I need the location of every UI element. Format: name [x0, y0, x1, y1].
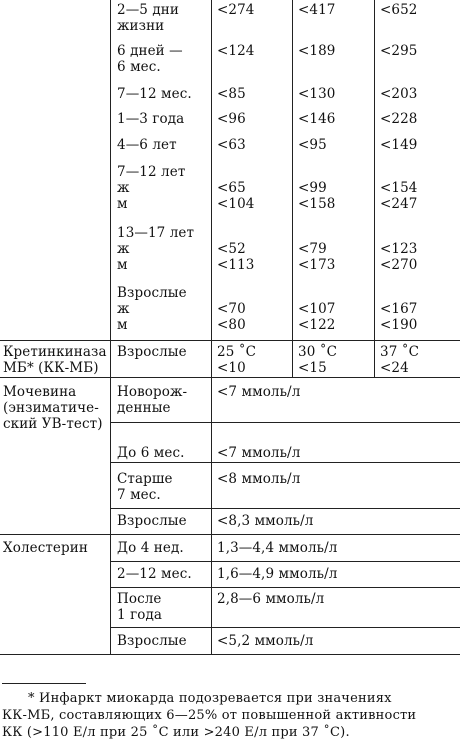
age-group-label: Старше — [117, 471, 173, 487]
value-cell: 2,8—6 ммоль/л — [217, 591, 325, 607]
value-cell: 30 ˚C — [298, 344, 338, 360]
table-rule — [110, 627, 460, 628]
value-cell: <52 — [217, 241, 246, 257]
value-cell: 25 ˚C — [217, 344, 257, 360]
table-rule — [110, 422, 460, 423]
age-group-label: ж — [117, 180, 130, 196]
analyte-name: МБ* (КК-МБ) — [3, 360, 99, 376]
age-group-label: жизни — [117, 18, 165, 34]
table-rule — [0, 534, 460, 535]
column-rule — [211, 0, 212, 654]
value-cell: <130 — [298, 86, 336, 102]
value-cell: <154 — [380, 180, 418, 196]
age-group-label: 7—12 лет — [117, 164, 186, 180]
column-rule — [110, 0, 111, 654]
table-rule — [110, 462, 460, 463]
value-cell: <167 — [380, 301, 418, 317]
value-cell: <65 — [217, 180, 246, 196]
age-group-label: 7 мес. — [117, 487, 161, 503]
value-cell: <10 — [217, 360, 246, 376]
age-group-label: денные — [117, 400, 171, 416]
age-group-label: 6 дней — — [117, 43, 183, 59]
age-group-label: 13—17 лет — [117, 225, 195, 241]
age-group-label: 2—12 мес. — [117, 566, 192, 582]
value-cell: <96 — [217, 111, 246, 127]
value-cell: <5,2 ммоль/л — [217, 633, 314, 649]
value-cell: <417 — [298, 2, 336, 18]
age-group-label: Взрослые — [117, 344, 187, 360]
value-cell: <189 — [298, 43, 336, 59]
value-cell: <107 — [298, 301, 336, 317]
footnote — [2, 690, 458, 741]
value-cell: <24 — [380, 360, 409, 376]
age-group-label: До 6 мес. — [117, 445, 185, 461]
age-group-label: Взрослые — [117, 633, 187, 649]
table-rule — [0, 340, 460, 341]
value-cell: <7 ммоль/л — [217, 445, 301, 461]
value-cell: <149 — [380, 137, 418, 153]
value-cell: <173 — [298, 257, 336, 273]
age-group-label: Взрослые — [117, 285, 187, 301]
value-cell: <113 — [217, 257, 255, 273]
value-cell: <122 — [298, 317, 336, 333]
footnote-line: * Инфаркт миокарда подозревается при значениях — [28, 691, 392, 706]
age-group-label: 1 года — [117, 607, 163, 623]
value-cell: <295 — [380, 43, 418, 59]
value-cell: <123 — [380, 241, 418, 257]
value-cell: <146 — [298, 111, 336, 127]
value-cell: <228 — [380, 111, 418, 127]
value-cell: <124 — [217, 43, 255, 59]
value-cell: <70 — [217, 301, 246, 317]
age-group-label: м — [117, 196, 128, 212]
table-rule — [110, 561, 460, 562]
footnote-rule — [2, 683, 86, 684]
analyte-name: Холестерин — [3, 540, 88, 556]
value-cell: 37 ˚C — [380, 344, 420, 360]
age-group-label: 2—5 дни — [117, 2, 179, 18]
value-cell: <652 — [380, 2, 418, 18]
value-cell: <79 — [298, 241, 327, 257]
value-cell: 1,6—4,9 ммоль/л — [217, 566, 338, 582]
age-group-label: 4—6 лет — [117, 137, 177, 153]
age-group-label: До 4 нед. — [117, 540, 184, 556]
value-cell: <63 — [217, 137, 246, 153]
footnote-line: КК-МБ, составляющих 6—25% от повышенной активности — [2, 708, 417, 723]
age-group-label: 1—3 года — [117, 111, 185, 127]
value-cell: 1,3—4,4 ммоль/л — [217, 540, 338, 556]
value-cell: <247 — [380, 196, 418, 212]
table-rule — [110, 508, 460, 509]
value-cell: <8,3 ммоль/л — [217, 513, 314, 529]
age-group-label: 7—12 мес. — [117, 86, 192, 102]
analyte-name: Кретинкиназа — [3, 344, 107, 360]
value-cell: <99 — [298, 180, 327, 196]
column-rule — [292, 0, 293, 378]
value-cell: <203 — [380, 86, 418, 102]
table-rule — [0, 654, 460, 655]
age-group-label: м — [117, 257, 128, 273]
value-cell: <270 — [380, 257, 418, 273]
analyte-name: (энзиматиче- — [3, 400, 99, 416]
value-cell: <80 — [217, 317, 246, 333]
value-cell: <274 — [217, 2, 255, 18]
table-rule — [110, 587, 460, 588]
value-cell: <190 — [380, 317, 418, 333]
age-group-label: После — [117, 591, 162, 607]
value-cell: <95 — [298, 137, 327, 153]
age-group-label: м — [117, 317, 128, 333]
analyte-name: Мочевина — [3, 384, 77, 400]
age-group-label: ж — [117, 241, 130, 257]
age-group-label: Взрослые — [117, 513, 187, 529]
value-cell: <158 — [298, 196, 336, 212]
age-group-label: ж — [117, 301, 130, 317]
age-group-label: Новорож- — [117, 384, 188, 400]
footnote-line: КК (>110 Е/л при 25 ˚C или >240 Е/л при 37 ˚C). — [2, 725, 350, 740]
value-cell: <8 ммоль/л — [217, 471, 301, 487]
analyte-name: ский УВ-тест) — [3, 416, 103, 432]
table-rule — [0, 377, 460, 378]
column-rule — [374, 0, 375, 378]
value-cell: <7 ммоль/л — [217, 384, 301, 400]
value-cell: <15 — [298, 360, 327, 376]
value-cell: <104 — [217, 196, 255, 212]
value-cell: <85 — [217, 86, 246, 102]
age-group-label: 6 мес. — [117, 59, 161, 75]
